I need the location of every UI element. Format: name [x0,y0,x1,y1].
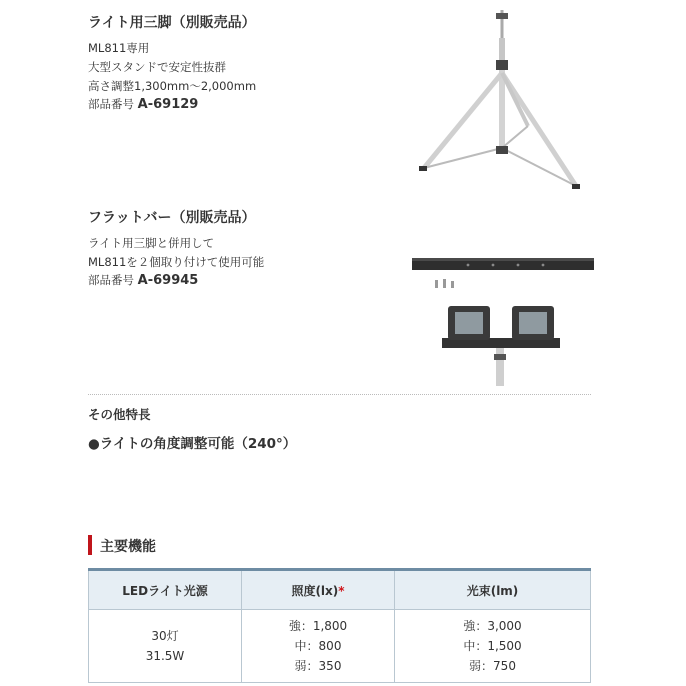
specs-title: 主要機能 [100,539,156,555]
flatbar-description [88,234,264,272]
flux-low: 弱：750 [469,659,516,673]
flatbar-line-2: ML811を２個取り付けて使用可能 [88,255,265,269]
tripod-line-3: 高さ調整1,300mm〜2,000mm [88,79,257,93]
flux-high: 強：3,000 [463,619,522,633]
cell-illuminance [242,610,395,683]
header-led: LEDライト光源 [89,570,242,610]
specs-header-row [89,570,591,610]
tripod-part-label: 部品番号 [88,97,134,111]
asterisk-mark: * [338,583,345,598]
flatbar-part-number [88,272,198,288]
header-illuminance: 照度(lx)* [242,570,395,610]
tripod-line-2: 大型スタンドで安定性抜群 [88,60,226,74]
cell-flux [395,610,591,683]
led-count: 30灯 [151,629,179,643]
features-item: ●ライトの角度調整可能（240°） [88,436,297,452]
tripod-part-code: A-69129 [137,97,199,112]
features-title: その他特長 [88,407,151,422]
tripod-description [88,39,256,96]
illuminance-mid: 中：800 [294,639,342,653]
flatbar-part-code: A-69945 [137,273,199,288]
flatbar-title: フラットバー（別販売品） [88,210,256,226]
tripod-line-1: ML811専用 [88,41,150,55]
flux-mid: 中：1,500 [463,639,522,653]
header-flux: 光束(lm) [395,570,591,610]
tripod-part-number [88,96,198,112]
cell-led [89,610,242,683]
specs-table [88,568,591,683]
flatbar-line-1: ライト用三脚と併用して [88,236,215,250]
specs-data-row [89,610,591,683]
specs-accent-bar [88,535,92,555]
tripod-title: ライト用三脚（別販売品） [88,15,256,31]
illuminance-high: 強：1,800 [288,619,348,633]
section-divider [88,394,591,395]
led-power: 31.5W [145,649,185,663]
flatbar-part-label: 部品番号 [88,273,134,287]
illuminance-low: 弱：350 [294,659,342,673]
flatbar-image [408,250,598,390]
tripod-image [410,8,595,193]
